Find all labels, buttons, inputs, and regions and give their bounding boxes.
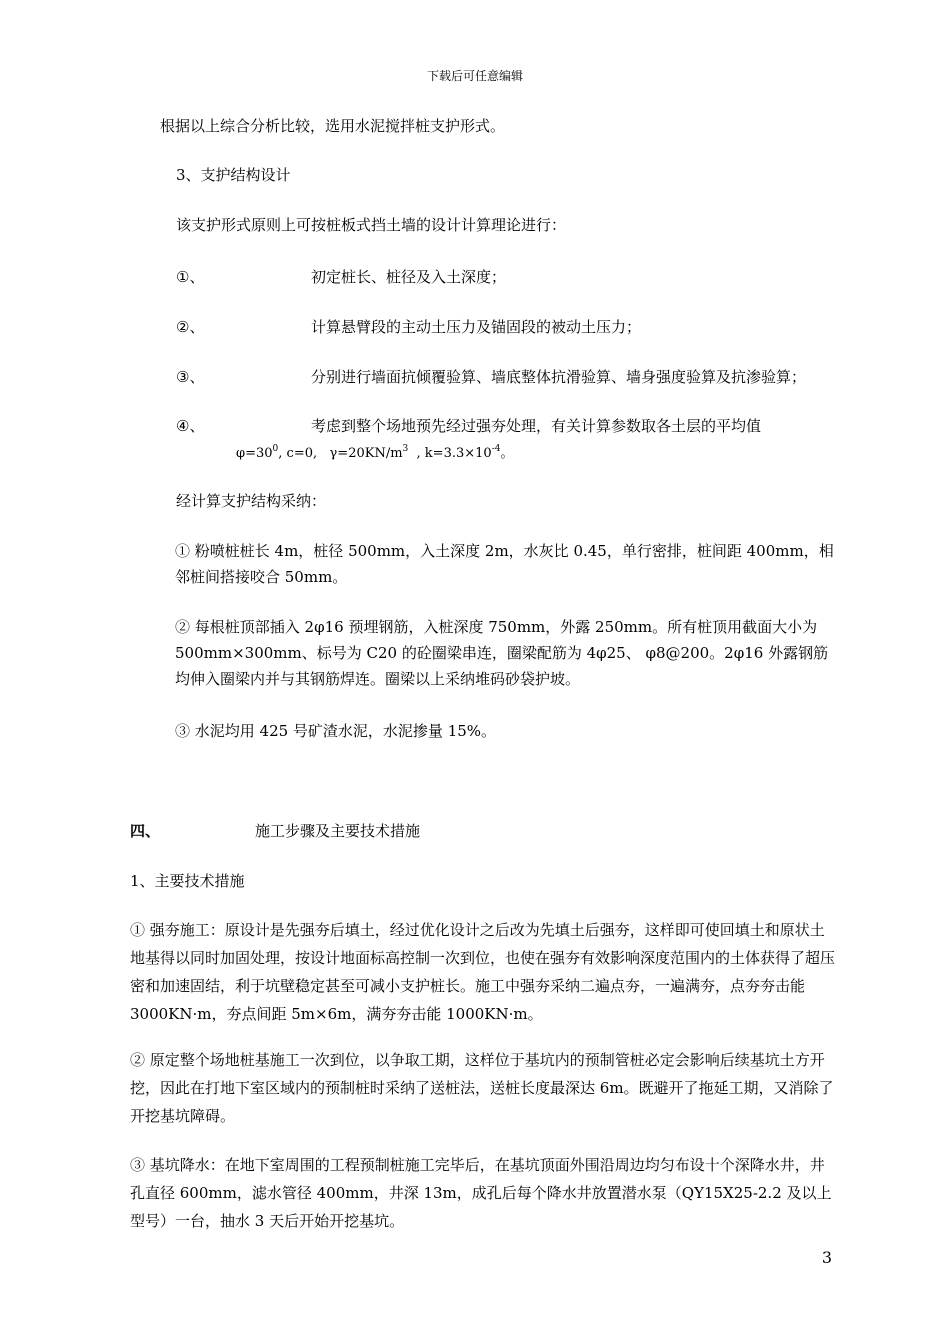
- step-4-text: 考虑到整个场地预先经过强夯处理，有关计算参数取各土层的平均值: [311, 417, 762, 435]
- param-phi-sup: 0: [272, 444, 279, 454]
- step-3-text: 分别进行墙面抗倾覆验算、墙底整体抗滑验算、墙身强度验算及抗渗验算；: [311, 368, 807, 386]
- section-3-title: 3、支护结构设计: [176, 166, 291, 184]
- page-number: 3: [821, 1248, 832, 1267]
- measure-3: ③ 基坑降水：在地下室周围的工程预制桩施工完毕后，在基坑顶面外围沿周边均匀布设十个深降水井，井孔直径 600mm，滤水管径 400mm，井深 13m，成孔后每个降水井放置潜水泵（QY15X25-2.2 及以上型号）一台，抽水 3 天后开始开挖基坑。: [130, 1156, 832, 1230]
- step-1-text: 初定桩长、桩径及入土深度；: [311, 268, 507, 286]
- param-gamma-sup: 3: [402, 444, 409, 454]
- subsection-1-title: 1、主要技术措施: [130, 872, 245, 890]
- param-phi: φ=30: [236, 446, 273, 461]
- step-3-number: ③、: [176, 368, 205, 386]
- page-header: 下载后可任意编辑: [426, 69, 523, 83]
- result-1: ① 粉喷桩桩长 4m，桩径 500mm，入土深度 2m，水灰比 0.45，单行密排，桩间距 400mm，相邻桩间搭接咬合 50mm。: [175, 542, 834, 586]
- step-1-number: ①、: [176, 268, 205, 286]
- param-end: 。: [500, 446, 514, 461]
- section-3-lead: 该支护形式原则上可按桩板式挡土墙的设计计算理论进行：: [176, 216, 567, 234]
- step-4-number: ④、: [176, 417, 205, 435]
- section-4-number: 四、: [130, 822, 161, 840]
- measure-1: ① 强夯施工：原设计是先强夯后填土，经过优化设计之后改为先填土后强夯，这样即可使回填土和原状土地基得以同时加固处理，按设计地面标高控制一次到位，也使在强夯有效影响深度范围内的土体获得了超压密和加速固结，利于坑壁稳定甚至可减小支护桩长。施工中强夯采纳二遍点夯，一遍满夯，点夯夯击能 3000KN·m，夯点间距 5m×6m，满夯夯击能 1000KN·m。: [130, 921, 836, 1023]
- step-2-number: ②、: [176, 318, 205, 336]
- result-lead: 经计算支护结构采纳：: [176, 492, 327, 510]
- intro-paragraph: 根据以上综合分析比较，选用水泥搅拌桩支护形式。: [160, 117, 506, 135]
- soil-parameters: [236, 442, 513, 461]
- measure-2: ② 原定整个场地桩基施工一次到位，以争取工期，这样位于基坑内的预制管桩必定会影响后续基坑土方开挖，因此在打地下室区域内的预制桩时采纳了送桩法，送桩长度最深达 6m。既避开了拖延工期，又消除了开挖基坑障碍。: [130, 1051, 834, 1125]
- param-gamma: γ=20KN/m: [329, 446, 403, 461]
- result-2: ② 每根桩顶部插入 2φ16 预埋钢筋，入桩深度 750mm，外露 250mm。所有桩顶用截面大小为 500mm×300mm、标号为 C20 的砼圈梁串连，圈梁配筋为 4φ25、 φ8@200。2φ16 外露钢筋均伸入圈梁内并与其钢筋焊连。圈梁以上采纳堆码砂袋护坡。: [175, 618, 829, 688]
- param-k: , k=3.3×10: [416, 446, 492, 461]
- step-2-text: 计算悬臂段的主动土压力及锚固段的被动土压力；: [311, 318, 642, 336]
- param-c: , c=0,: [278, 446, 318, 461]
- param-k-sup: -4: [491, 444, 501, 454]
- section-4-title: 施工步骤及主要技术措施: [255, 822, 421, 840]
- result-3: ③ 水泥均用 425 号矿渣水泥，水泥掺量 15%。: [175, 722, 497, 740]
